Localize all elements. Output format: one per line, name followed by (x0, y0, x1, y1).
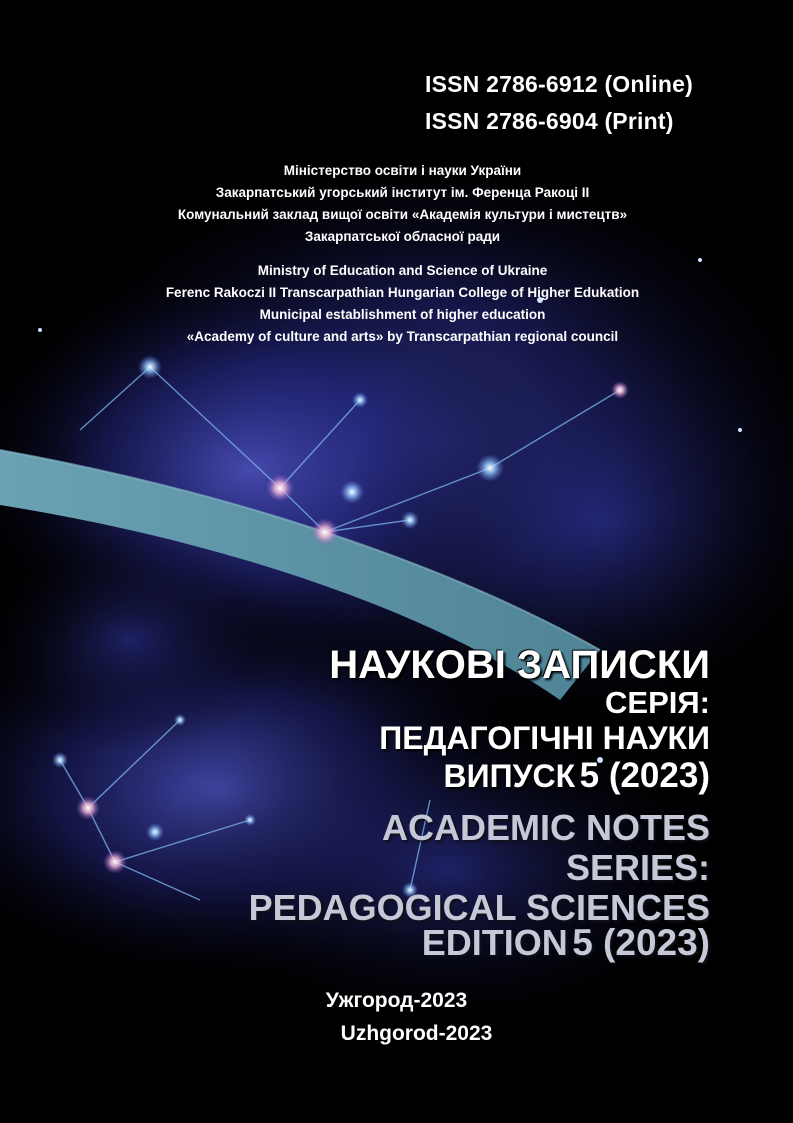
edition-number-ua: 5 (2023) (579, 756, 710, 795)
journal-title-ua: НАУКОВІ ЗАПИСКИ (329, 643, 710, 687)
city-year-ua: Ужгород-2023 (325, 989, 468, 1012)
city-year-en: Uzhgorod-2023 (340, 1022, 493, 1045)
title-ukrainian (329, 644, 710, 803)
institution-line: «Academy of culture and arts» by Transcarpathian regional council (186, 329, 619, 344)
institution-line: Ministry of Education and Science of Ukraine (257, 263, 548, 278)
issn-online: ISSN 2786-6912 (Online) (425, 71, 693, 97)
series-label-ua: СЕРІЯ: (605, 685, 710, 720)
institution-line: Ferenc Rakoczi II Transcarpathian Hungarian College of Higher Edukation (165, 285, 640, 300)
institution-line: Міністерство освіти і науки України (283, 163, 522, 178)
institution-line: Municipal establishment of higher education (259, 307, 546, 322)
series-subject-ua: ПЕДАГОГІЧНІ НАУКИ (379, 720, 710, 756)
title-english (249, 808, 710, 970)
edition-label-ua: ВИПУСК (443, 758, 576, 794)
series-subject-en: PEDAGOGICAL SCIENCES (248, 887, 710, 928)
institution-line: Закарпатської обласної ради (304, 229, 501, 244)
edition-en (249, 924, 710, 970)
edition-number-en: 5 (2023) (572, 922, 710, 963)
edition-ua (329, 756, 710, 803)
institution-line: Комунальний заклад вищої освіти «Академія культури і мистецтв» (177, 207, 628, 222)
institution-line: Закарпатський угорський інститут ім. Ференца Ракоці II (215, 185, 590, 200)
edition-label-en: EDITION (421, 922, 568, 963)
series-label-en: SERIES: (565, 847, 710, 888)
issn-print: ISSN 2786-6904 (Print) (425, 108, 674, 134)
institutions-ukrainian (0, 160, 793, 248)
institutions-english (0, 260, 793, 348)
journal-title-en: ACADEMIC NOTES (381, 807, 710, 848)
